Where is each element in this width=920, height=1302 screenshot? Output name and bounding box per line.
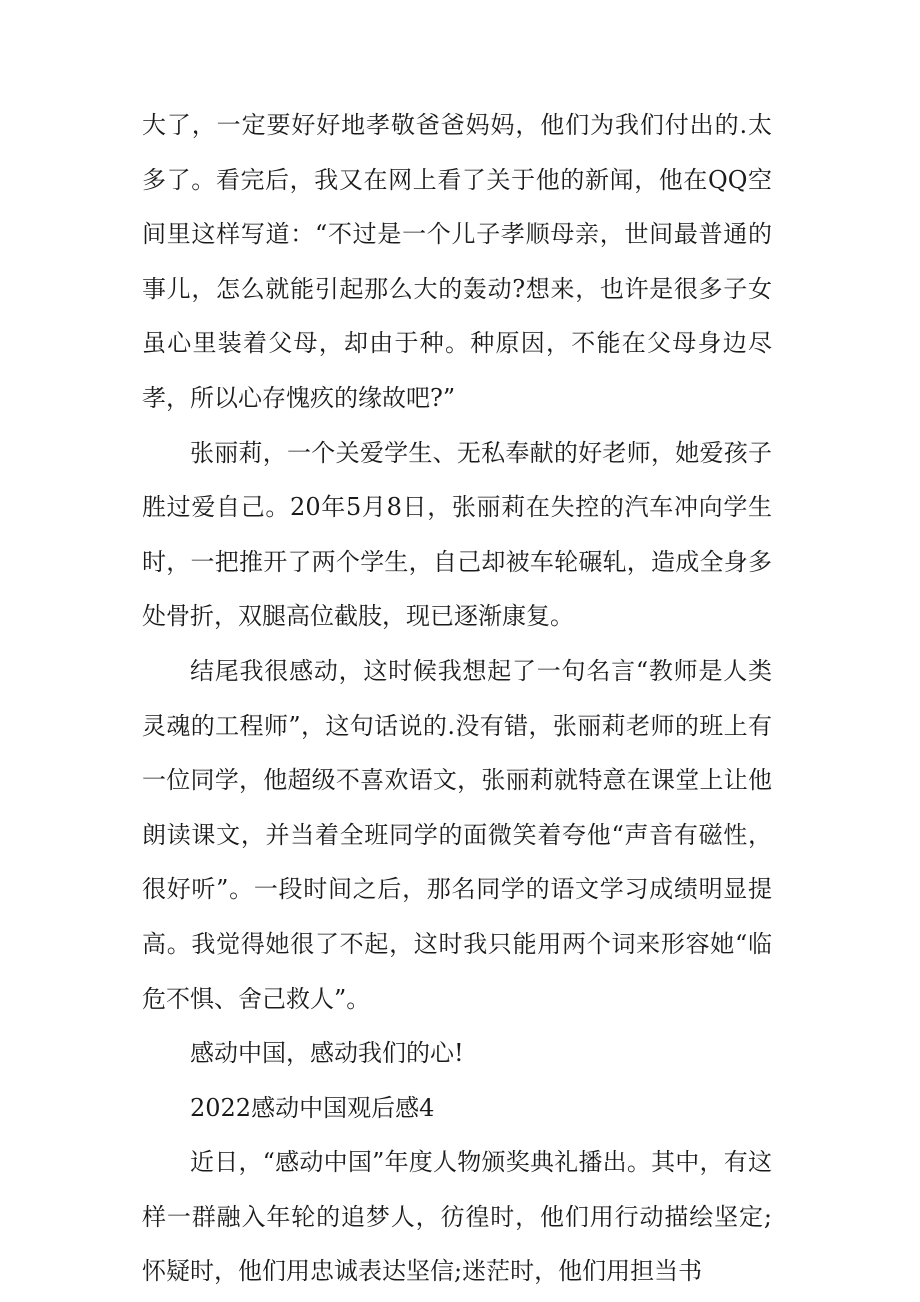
paragraph-zhang-lili: 张丽莉，一个关爱学生、无私奉献的好老师，她爱孩子胜过爱自己。20年5月8日，张丽莉在失控的汽车冲向学生时，一把推开了两个学生，自己却被车轮碾轧，造成全身多处骨折，双腿高位截肢，现已逐渐康复。	[142, 438, 772, 631]
paragraph-continuation: 大了，一定要好好地孝敬爸爸妈妈，他们为我们付出的.太多了。看完后，我又在网上看了关于他的新闻，他在QQ空间里这样写道：“不过是一个儿子孝顺母亲，世间最普通的事儿，怎么就能引起那么大的轰动?想来，也许是很多子女虽心里装着父母，却由于种。种原因，不能在父母身边尽孝，所以心存愧疚的缘故吧?”	[142, 111, 772, 412]
document-body	[142, 98, 772, 1299]
section-heading: 2022感动中国观后感4	[190, 1093, 435, 1122]
paragraph-closing-line: 感动中国，感动我们的心!	[190, 1039, 464, 1068]
paragraph-intro: 近日，“感动中国”年度人物颁奖典礼播出。其中，有这样一群融入年轮的追梦人，彷徨时，他们用行动描绘坚定;怀疑时，他们用忠诚表达坚信;迷茫时，他们用担当书	[142, 1148, 772, 1286]
paragraph-ending: 结尾我很感动，这时候我想起了一句名言“教师是人类灵魂的工程师”，这句话说的.没有错，张丽莉老师的班上有一位同学，他超级不喜欢语文，张丽莉就特意在课堂上让他朗读课文，并当着全班同学的面微笑着夸他“声音有磁性，很好听”。一段时间之后，那名同学的语文学习成绩明显提高。我觉得她很了不起，这时我只能用两个词来形容她“临危不惧、舍己救人”。	[142, 656, 772, 1013]
